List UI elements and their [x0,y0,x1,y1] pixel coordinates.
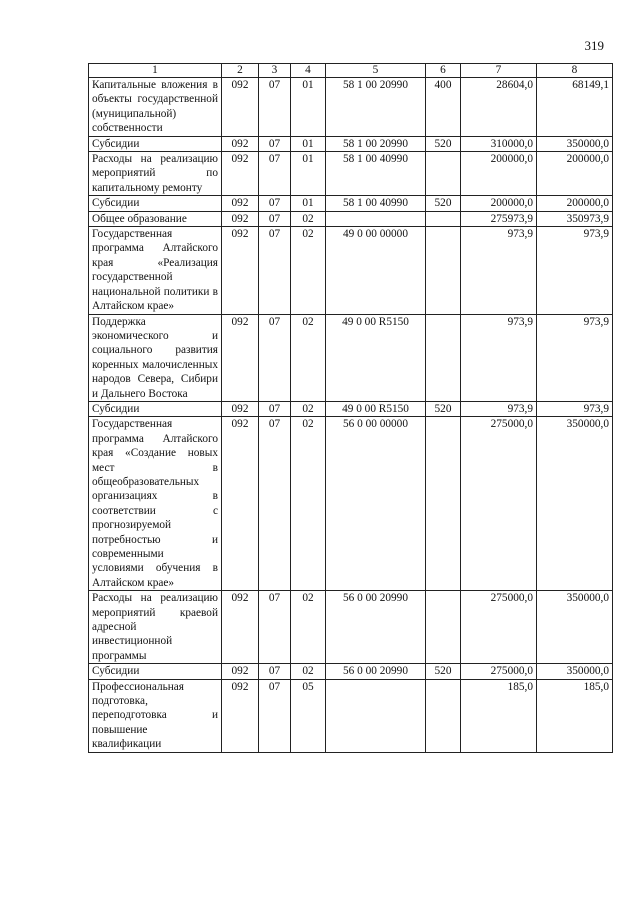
expense-name-cell: Профессиональная подготовка, переподготовка и повышение квалификации [89,679,222,752]
table-row [89,664,613,679]
department-code-cell: 092 [222,417,259,591]
target-item-code-cell: 49 0 00 00000 [326,227,426,314]
subsection-code-cell: 01 [291,78,326,137]
amount-year2-cell: 185,0 [537,679,613,752]
subsection-code-cell: 02 [291,211,326,226]
expense-type-code-cell [426,227,461,314]
department-code-cell: 092 [222,314,259,401]
section-code-cell: 07 [259,401,291,416]
header-cell: 4 [291,64,326,78]
expense-name-cell: Расходы на реализацию мероприятий по капитальному ремонту [89,152,222,196]
subsection-code-cell: 01 [291,196,326,211]
expense-name-cell: Государственная программа Алтайского края «Реализация государственной национальной политики в Алтайском крае» [89,227,222,314]
table-row [89,196,613,211]
subsection-code-cell: 05 [291,679,326,752]
target-item-code-cell: 56 0 00 20990 [326,664,426,679]
amount-year2-cell: 68149,1 [537,78,613,137]
section-code-cell: 07 [259,227,291,314]
expense-name-cell: Субсидии [89,136,222,151]
expense-type-code-cell [426,679,461,752]
amount-year1-cell: 275973,9 [461,211,537,226]
amount-year1-cell: 310000,0 [461,136,537,151]
table-row [89,211,613,226]
target-item-code-cell: 56 0 00 00000 [326,417,426,591]
target-item-code-cell: 49 0 00 R5150 [326,401,426,416]
expense-type-code-cell [426,152,461,196]
target-item-code-cell: 49 0 00 R5150 [326,314,426,401]
section-code-cell: 07 [259,591,291,664]
table-row [89,136,613,151]
subsection-code-cell: 02 [291,401,326,416]
target-item-code-cell: 58 1 00 40990 [326,152,426,196]
amount-year2-cell: 350000,0 [537,664,613,679]
section-code-cell: 07 [259,417,291,591]
budget-table [88,63,613,753]
target-item-code-cell: 58 1 00 20990 [326,136,426,151]
section-code-cell: 07 [259,314,291,401]
expense-type-code-cell: 520 [426,401,461,416]
expense-type-code-cell: 400 [426,78,461,137]
amount-year1-cell: 973,9 [461,314,537,401]
amount-year1-cell: 275000,0 [461,664,537,679]
header-cell: 2 [222,64,259,78]
department-code-cell: 092 [222,664,259,679]
subsection-code-cell: 02 [291,591,326,664]
table-row [89,417,613,591]
expense-name-cell: Капитальные вложения в объекты государственной (муниципальной) собственности [89,78,222,137]
expense-type-code-cell [426,591,461,664]
subsection-code-cell: 02 [291,417,326,591]
table-row [89,591,613,664]
amount-year1-cell: 200000,0 [461,196,537,211]
amount-year1-cell: 973,9 [461,401,537,416]
section-code-cell: 07 [259,78,291,137]
amount-year1-cell: 973,9 [461,227,537,314]
amount-year1-cell: 275000,0 [461,417,537,591]
expense-name-cell: Поддержка экономического и социального развития коренных малочисленных народов Севера, Сибири и Дальнего Востока [89,314,222,401]
expense-name-cell: Субсидии [89,664,222,679]
expense-name-cell: Субсидии [89,401,222,416]
target-item-code-cell [326,211,426,226]
department-code-cell: 092 [222,591,259,664]
table-row [89,78,613,137]
amount-year2-cell: 973,9 [537,401,613,416]
section-code-cell: 07 [259,211,291,226]
expense-type-code-cell: 520 [426,664,461,679]
department-code-cell: 092 [222,679,259,752]
section-code-cell: 07 [259,664,291,679]
department-code-cell: 092 [222,196,259,211]
subsection-code-cell: 02 [291,227,326,314]
header-cell: 5 [326,64,426,78]
expense-name-cell: Государственная программа Алтайского края «Создание новых мест в общеобразовательных организациях в соответствии с прогнозируемой потребностью и современными условиями обучения в Алтайском крае» [89,417,222,591]
section-code-cell: 07 [259,196,291,211]
amount-year2-cell: 973,9 [537,227,613,314]
subsection-code-cell: 02 [291,314,326,401]
target-item-code-cell: 58 1 00 20990 [326,78,426,137]
expense-name-cell: Общее образование [89,211,222,226]
header-cell: 6 [426,64,461,78]
amount-year2-cell: 200000,0 [537,152,613,196]
amount-year2-cell: 350973,9 [537,211,613,226]
section-code-cell: 07 [259,679,291,752]
table-row [89,314,613,401]
department-code-cell: 092 [222,211,259,226]
page-number: 319 [584,38,604,53]
expense-type-code-cell [426,211,461,226]
section-code-cell: 07 [259,136,291,151]
table-row [89,401,613,416]
table-row [89,152,613,196]
amount-year1-cell: 275000,0 [461,591,537,664]
expense-name-cell: Субсидии [89,196,222,211]
department-code-cell: 092 [222,227,259,314]
table-header-row [89,64,613,78]
amount-year1-cell: 200000,0 [461,152,537,196]
amount-year2-cell: 200000,0 [537,196,613,211]
subsection-code-cell: 01 [291,152,326,196]
department-code-cell: 092 [222,78,259,137]
amount-year2-cell: 973,9 [537,314,613,401]
target-item-code-cell [326,679,426,752]
header-cell: 8 [537,64,613,78]
section-code-cell: 07 [259,152,291,196]
table-row [89,679,613,752]
expense-name-cell: Расходы на реализацию мероприятий краевой адресной инвестиционной программы [89,591,222,664]
department-code-cell: 092 [222,152,259,196]
target-item-code-cell: 56 0 00 20990 [326,591,426,664]
expense-type-code-cell: 520 [426,136,461,151]
expense-type-code-cell: 520 [426,196,461,211]
target-item-code-cell: 58 1 00 40990 [326,196,426,211]
table-row [89,227,613,314]
department-code-cell: 092 [222,401,259,416]
header-cell: 1 [89,64,222,78]
department-code-cell: 092 [222,136,259,151]
amount-year2-cell: 350000,0 [537,136,613,151]
amount-year2-cell: 350000,0 [537,591,613,664]
header-cell: 7 [461,64,537,78]
expense-type-code-cell [426,314,461,401]
subsection-code-cell: 01 [291,136,326,151]
amount-year2-cell: 350000,0 [537,417,613,591]
amount-year1-cell: 185,0 [461,679,537,752]
subsection-code-cell: 02 [291,664,326,679]
header-cell: 3 [259,64,291,78]
expense-type-code-cell [426,417,461,591]
amount-year1-cell: 28604,0 [461,78,537,137]
